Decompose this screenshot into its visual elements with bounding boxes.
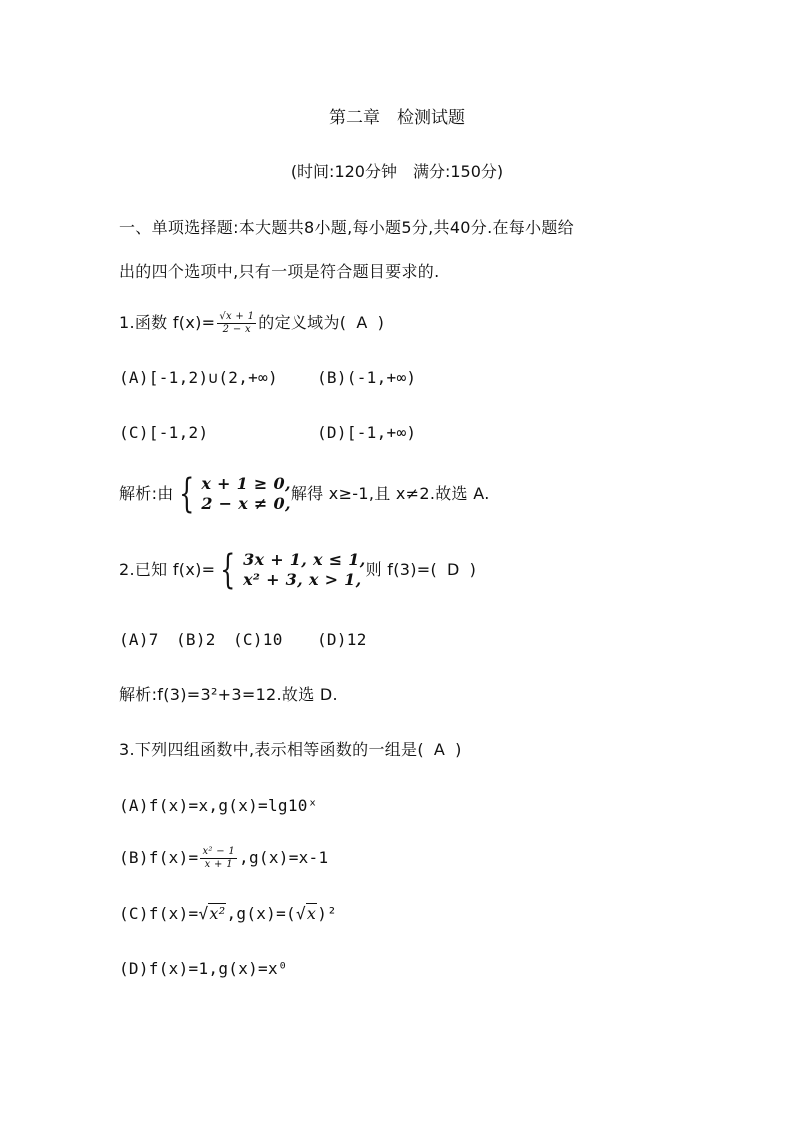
q3-answer: A [433,740,446,759]
q3-option-c [119,903,337,925]
q2-solution: 解析:f(3)=3²+3=12.故选 D. [119,685,338,704]
q2-close: ) [469,560,477,579]
q1-fraction [217,311,256,336]
q3-close: ) [455,740,462,759]
q1-answer: A [356,313,368,332]
q1-option-a: (A)[-1,2)∪(2,+∞) [119,368,278,387]
exam-info: (时间:120分钟 满分:150分) [290,162,504,181]
q3-optc-radicand2: x [306,904,317,923]
q3-optb-fraction [200,846,237,871]
q1-close: ) [377,313,385,332]
q1-option-c: (C)[-1,2) [119,423,209,442]
q3-optb-denominator: x + 1 [204,859,233,870]
q1-sol-row2: 2 − x ≠ 0, [201,494,291,513]
q2-option-b: (B)2 [176,630,216,649]
q3-optb-prefix: (B)f(x)= [119,848,199,867]
q2-option-d: (D)12 [317,630,367,649]
question-1 [119,311,384,336]
q2-option-c: (C)10 [233,630,283,649]
q1-sol-system [174,471,291,517]
q3-optc-radicand: x² [209,904,226,923]
q1-sol-row1: x + 1 ≥ 0, [201,474,291,493]
q1-frac-denominator: 2 − x [222,324,251,335]
q1-sol-suffix: 解得 x≥-1,且 x≠2.故选 A. [290,484,490,503]
q3-option-a: (A)f(x)=x,g(x)=lg10ˣ [119,796,318,815]
sqrt-icon: √ [295,904,306,923]
left-brace-icon: { [220,547,236,593]
q2-prefix: 2.已知 f(x)= [119,560,216,579]
question-3 [119,739,462,761]
q1-option-b: (B)(-1,+∞) [317,368,417,387]
q1-frac-numerator: √x + 1 [219,311,255,322]
q2-suffix: 则 f(3)=( [365,560,438,579]
q2-option-a: (A)7 [119,630,159,649]
q1-solution [119,471,490,517]
q3-stem: 3.下列四组函数中,表示相等函数的一组是( [119,740,424,759]
q1-option-d: (D)[-1,+∞) [317,423,417,442]
sqrt-icon: √ [198,904,209,923]
q2-answer: D [447,560,460,579]
q3-optb-suffix: ,g(x)=x-1 [239,848,329,867]
page-title: 第二章 检测试题 [329,108,465,128]
q1-sol-prefix: 解析:由 [119,484,174,503]
q2-piecewise [215,547,366,593]
q1-prefix: 1.函数 f(x)= [119,313,216,332]
q3-optb-numerator: x² − 1 [202,846,236,857]
q3-optc-prefix: (C)f(x)= [119,904,199,923]
section-heading-line1: 一、单项选择题:本大题共8小题,每小题5分,共40分.在每小题给 [119,218,574,237]
q2-row1: 3x + 1, x ≤ 1, [243,550,366,569]
q3-optc-suffix: )² [317,904,338,923]
q3-optc-mid: ,g(x)=( [226,904,296,923]
q2-row2: x² + 3, x > 1, [243,570,362,589]
q3-option-b [119,846,328,871]
q3-option-d: (D)f(x)=1,g(x)=x⁰ [119,959,288,978]
q1-suffix: 的定义域为( [258,313,347,332]
section-heading-line2: 出的四个选项中,只有一项是符合题目要求的. [119,262,440,281]
question-2 [119,547,477,593]
left-brace-icon: { [178,471,195,517]
